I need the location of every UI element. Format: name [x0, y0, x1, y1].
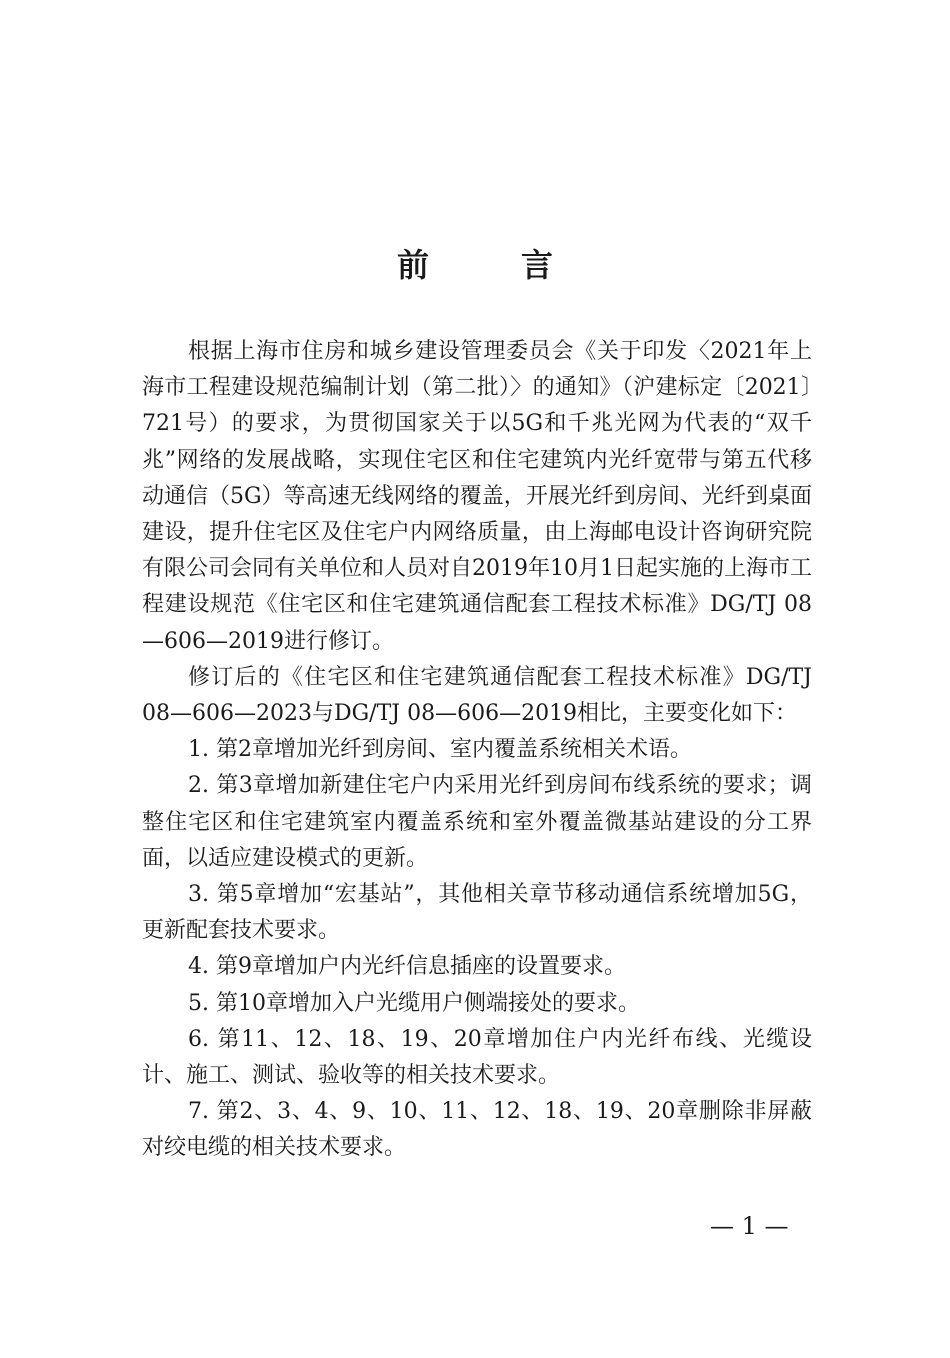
list-item-change-6: 6. 第11、12、18、19、20章增加住户内光纤布线、光缆设计、施工、测试、验收等的相关技术要求。	[142, 1026, 812, 1089]
body-text	[142, 334, 812, 1167]
page-title: 前 言	[396, 246, 583, 285]
page-number: — 1 —	[710, 1212, 789, 1240]
list-item-change-4: 4. 第9章增加户内光纤信息插座的设置要求。	[188, 954, 626, 980]
list-item-change-3: 3. 第5章增加“宏基站”，其他相关章节移动通信系统增加5G，更新配套技术要求。	[142, 882, 812, 944]
paragraph-intro: 根据上海市住房和城乡建设管理委员会《关于印发〈2021年上海市工程建设规范编制计划（第二批）〉的通知》（沪建标定〔2021〕721号）的要求，为贯彻国家关于以5G和千兆光网为代表的“双千兆”网络的发展战略，实现住宅区和住宅建筑内光纤宽带与第五代移动通信（5G）等高速无线网络的覆盖，开展光纤到房间、光纤到桌面建设，提升住宅区及住宅户内网络质量，由上海邮电设计咨询研究院有限公司会同有关单位和人员对自2019年10月1日起实施的上海市工程建设规范《住宅区和住宅建筑通信配套工程技术标准》DG/TJ 08—606—2019进行修订。	[142, 339, 812, 654]
list-item-change-7: 7. 第2、3、4、9、10、11、12、18、19、20章删除非屏蔽对绞电缆的相关技术要求。	[142, 1099, 812, 1161]
list-item-change-1: 1. 第2章增加光纤到房间、室内覆盖系统相关术语。	[188, 737, 692, 763]
paragraph-changes-summary: 修订后的《住宅区和住宅建筑通信配套工程技术标准》DG/TJ 08—606—2023与DG/TJ 08—606—2019相比，主要变化如下：	[142, 664, 812, 727]
list-item-change-5: 5. 第10章增加入户光缆用户侧端接处的要求。	[188, 990, 640, 1016]
list-item-change-2: 2. 第3章增加新建住宅户内采用光纤到房间布线系统的要求；调整住宅区和住宅建筑室内覆盖系统和室外覆盖微基站建设的分工界面，以适应建设模式的更新。	[142, 773, 812, 871]
